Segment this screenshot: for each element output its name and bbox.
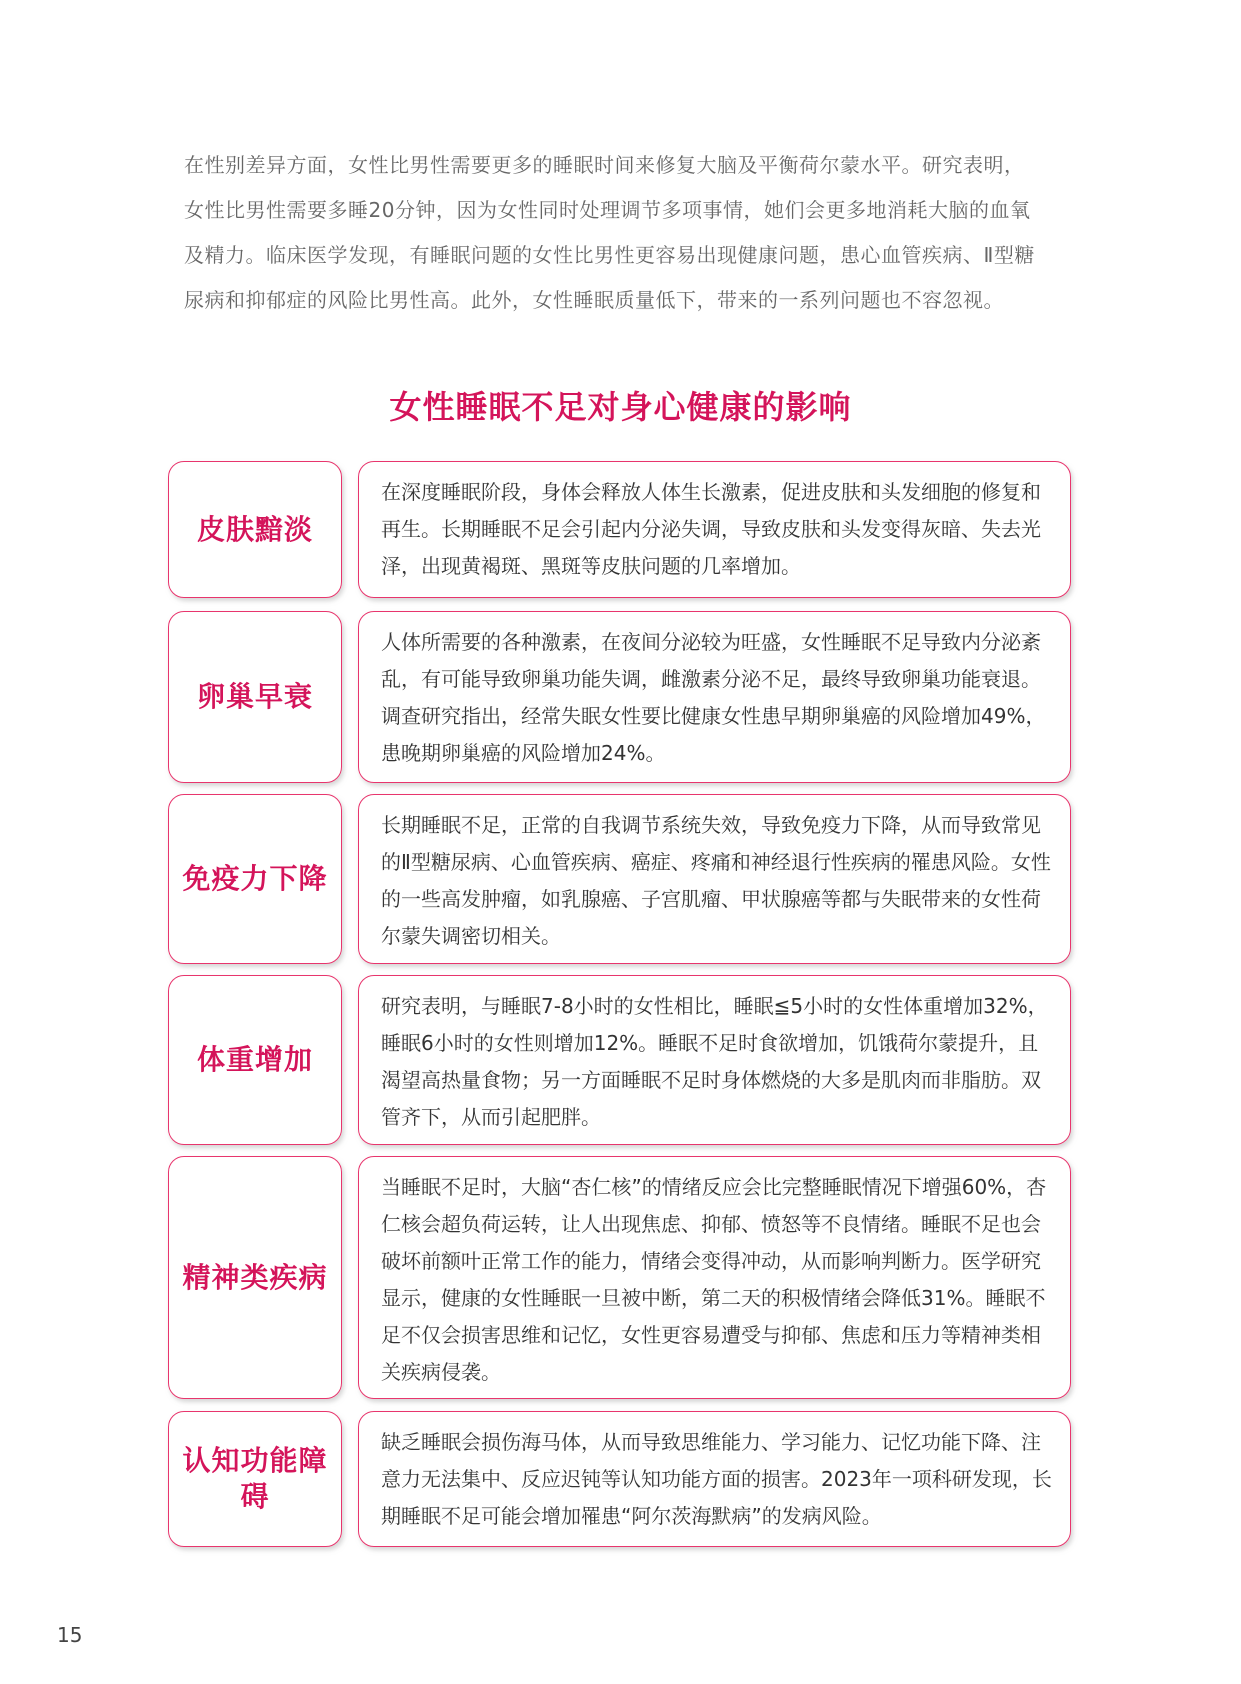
- card-description-box: [358, 794, 1071, 964]
- card-label: 卵巢早衰: [196, 680, 313, 713]
- card-description: 缺乏睡眠会损伤海马体，从而导致思维能力、学习能力、记忆功能下降、注意力无法集中、反应迟钝等认知功能方面的损害。2023年一项科研发现，长期睡眠不足可能会增加罹患“阿尔茨海默病”的发病风险。: [381, 1430, 1052, 1528]
- card-label: 体重增加: [196, 1043, 313, 1076]
- card-description-box: [358, 1411, 1071, 1547]
- card-cognitive: [168, 1411, 1071, 1547]
- card-ovary: [168, 611, 1071, 783]
- card-label-box: [168, 1156, 342, 1399]
- card-mental: [168, 1156, 1071, 1399]
- card-description-box: [358, 611, 1071, 783]
- card-description-box: [358, 1156, 1071, 1399]
- card-weight: [168, 975, 1071, 1145]
- card-label-box: [168, 611, 342, 783]
- card-label-box: [168, 461, 342, 598]
- section-title: 女性睡眠不足对身心健康的影响: [389, 388, 852, 426]
- card-label: 认知功能障碍: [182, 1444, 328, 1513]
- card-label-box: [168, 794, 342, 964]
- card-description: 在深度睡眠阶段，身体会释放人体生长激素，促进皮肤和头发细胞的修复和再生。长期睡眠不足会引起内分泌失调，导致皮肤和头发变得灰暗、失去光泽，出现黄褐斑、黑斑等皮肤问题的几率增加。: [381, 480, 1041, 578]
- card-description-box: [358, 975, 1071, 1145]
- card-label: 精神类疾病: [182, 1260, 328, 1294]
- card-immunity: [168, 794, 1071, 964]
- card-description: 长期睡眠不足，正常的自我调节系统失效，导致免疫力下降，从而导致常见的Ⅱ型糖尿病、心血管疾病、癌症、疼痛和神经退行性疾病的罹患风险。女性的一些高发肿瘤，如乳腺癌、子宫肌瘤、甲状腺癌等都与失眠带来的女性荷尔蒙失调密切相关。: [381, 813, 1051, 948]
- card-label: 皮肤黯淡: [196, 512, 313, 546]
- card-description: 研究表明，与睡眠7-8小时的女性相比，睡眠≦5小时的女性体重增加32%，睡眠6小时的女性则增加12%。睡眠不足时食欲增加，饥饿荷尔蒙提升，且渴望高热量食物；另一方面睡眠不足时身体燃烧的大多是肌肉而非脂肪。双管齐下，从而引起肥胖。: [381, 994, 1048, 1129]
- card-description-box: [358, 461, 1071, 598]
- card-description: 当睡眠不足时，大脑“杏仁核”的情绪反应会比完整睡眠情况下增强60%，杏仁核会超负荷运转，让人出现焦虑、抑郁、愤怒等不良情绪。睡眠不足也会破坏前额叶正常工作的能力，情绪会变得冲动，从而影响判断力。医学研究显示，健康的女性睡眠一旦被中断，第二天的积极情绪会降低31%。睡眠不足不仅会损害思维和记忆，女性更容易遭受与抑郁、焦虑和压力等精神类相关疾病侵袭。: [381, 1175, 1047, 1384]
- card-label-box: [168, 1411, 342, 1547]
- card-label: 免疫力下降: [182, 862, 328, 895]
- page-number: 15: [57, 1623, 83, 1647]
- intro-paragraph: 在性别差异方面，女性比男性需要更多的睡眠时间来修复大脑及平衡荷尔蒙水平。研究表明，女性比男性需要多睡20分钟，因为女性同时处理调节多项事情，她们会更多地消耗大脑的血氧及精力。临床医学发现，有睡眠问题的女性比男性更容易出现健康问题，患心血管疾病、Ⅱ型糖尿病和抑郁症的风险比男性高。此外，女性睡眠质量低下，带来的一系列问题也不容忽视。: [184, 153, 1035, 312]
- card-label-box: [168, 975, 342, 1145]
- card-skin: [168, 461, 1071, 598]
- card-description: 人体所需要的各种激素，在夜间分泌较为旺盛，女性睡眠不足导致内分泌紊乱，有可能导致卵巢功能失调，雌激素分泌不足，最终导致卵巢功能衰退。调查研究指出，经常失眠女性要比健康女性患早期卵巢癌的风险增加49%，患晚期卵巢癌的风险增加24%。: [381, 630, 1046, 765]
